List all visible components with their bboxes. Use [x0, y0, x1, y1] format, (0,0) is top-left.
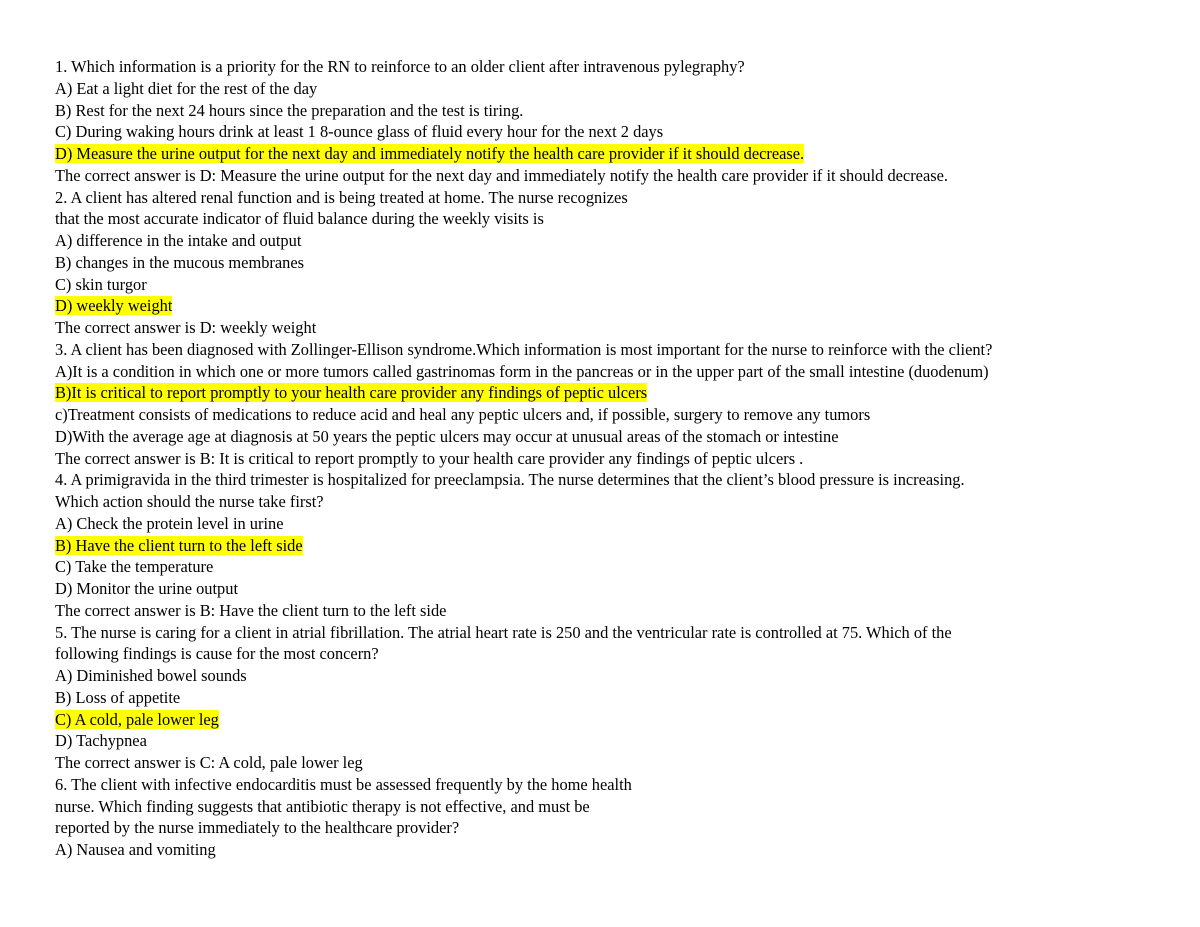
line-text: c)Treatment consists of medications to reduce acid and heal any peptic ulcers and, if possible, surgery to remove any tumors [55, 405, 871, 424]
highlighted-answer-text: D) Measure the urine output for the next day and immediately notify the health care provider if it should decrease. [55, 144, 805, 163]
line-text: A) Eat a light diet for the rest of the day [55, 78, 318, 98]
text-line [55, 165, 1185, 187]
text-line [55, 208, 1185, 230]
line-text: C) During waking hours drink at least 1 8-ounce glass of fluid every hour for the next 2 days [55, 122, 664, 142]
text-line [55, 817, 1185, 839]
line-text: A) Diminished bowel sounds [55, 666, 247, 685]
line-text: C) Take the temperature [55, 557, 214, 577]
line-text: B) changes in the mucous membranes [55, 252, 304, 272]
line-text: B) Rest for the next 24 hours since the preparation and the test is tiring. [55, 100, 524, 120]
text-line [55, 274, 1185, 296]
line-text: The correct answer is B: Have the client turn to the left side [55, 600, 447, 620]
text-line [55, 361, 1185, 383]
line-text: D)With the average age at diagnosis at 50 years the peptic ulcers may occur at unusual areas of the stomach or intestine [55, 426, 839, 446]
line-text: D) Monitor the urine output [55, 579, 239, 598]
line-text: 2. A client has altered renal function and is being treated at home. The nurse recognizes [55, 187, 628, 207]
text-line [55, 469, 1185, 491]
text-line [55, 252, 1185, 274]
line-text: A)It is a condition in which one or more tumors called gastrinomas form in the pancreas or in the upper part of the small intestine (duodenum) [55, 361, 989, 381]
text-line [55, 448, 1185, 470]
text-line [55, 404, 1185, 426]
line-text: following findings is cause for the most concern? [55, 644, 379, 664]
text-line [55, 600, 1185, 622]
document-page [55, 56, 1185, 861]
text-line [55, 491, 1185, 513]
text-line [55, 839, 1185, 861]
line-text: A) Nausea and vomiting [55, 840, 216, 859]
text-line [55, 796, 1185, 818]
line-text: The correct answer is B: It is critical to report promptly to your health care provider any findings of peptic ulcers . [55, 448, 804, 468]
text-line [55, 665, 1185, 687]
line-text: nurse. Which finding suggests that antibiotic therapy is not effective, and must be [55, 796, 590, 816]
highlighted-answer-text: C) A cold, pale lower leg [55, 709, 219, 729]
text-line [55, 56, 1185, 78]
highlighted-answer-text: B)It is critical to report promptly to your health care provider any findings of peptic ulcers [55, 383, 648, 403]
line-text: A) Check the protein level in urine [55, 513, 284, 533]
text-line [55, 187, 1185, 209]
line-text: 6. The client with infective endocarditis must be assessed frequently by the home health [55, 774, 632, 794]
text-line [55, 578, 1185, 600]
line-text: 4. A primigravida in the third trimester is hospitalized for preeclampsia. The nurse determines that the client’s blood pressure is increasing. [55, 470, 965, 490]
text-line [55, 513, 1185, 535]
text-line [55, 78, 1185, 100]
line-text: A) difference in the intake and output [55, 231, 302, 250]
line-text: 1. Which information is a priority for the RN to reinforce to an older client after intravenous pylegraphy? [55, 57, 745, 76]
text-line [55, 230, 1185, 252]
text-line [55, 643, 1185, 665]
line-text: The correct answer is D: Measure the urine output for the next day and immediately notify the health care provider if it should decrease. [55, 165, 948, 185]
text-line [55, 752, 1185, 774]
text-line [55, 774, 1185, 796]
line-text: D) Tachypnea [55, 731, 147, 751]
text-line [55, 426, 1185, 448]
text-line [55, 622, 1185, 644]
highlighted-answer-text: B) Have the client turn to the left side [55, 535, 303, 555]
text-line [55, 121, 1185, 143]
text-line [55, 143, 1185, 165]
line-text: 3. A client has been diagnosed with Zollinger-Ellison syndrome.Which information is most important for the nurse to reinforce with the client? [55, 339, 993, 359]
line-text: B) Loss of appetite [55, 687, 181, 707]
text-line [55, 382, 1185, 404]
highlighted-answer-text: D) weekly weight [55, 296, 173, 316]
text-line [55, 556, 1185, 578]
text-line [55, 100, 1185, 122]
text-line [55, 730, 1185, 752]
text-line [55, 709, 1185, 731]
line-text: The correct answer is D: weekly weight [55, 318, 317, 337]
text-line [55, 295, 1185, 317]
text-line [55, 317, 1185, 339]
line-text: C) skin turgor [55, 274, 147, 294]
text-line [55, 535, 1185, 557]
line-text: The correct answer is C: A cold, pale lower leg [55, 753, 363, 772]
line-text: 5. The nurse is caring for a client in atrial fibrillation. The atrial heart rate is 250 and the ventricular rate is controlled at 75. Which of the [55, 622, 952, 642]
text-line [55, 687, 1185, 709]
text-line [55, 339, 1185, 361]
line-text: reported by the nurse immediately to the healthcare provider? [55, 818, 460, 838]
line-text: that the most accurate indicator of fluid balance during the weekly visits is [55, 209, 544, 229]
line-text: Which action should the nurse take first? [55, 492, 324, 511]
